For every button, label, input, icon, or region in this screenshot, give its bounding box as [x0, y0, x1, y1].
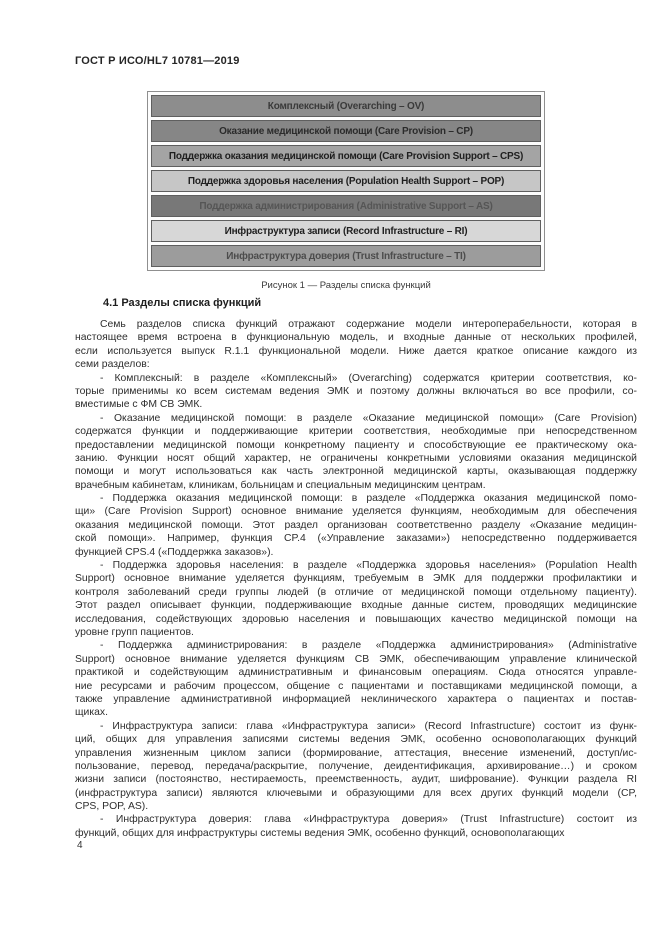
figure-bar-record-infrastructure: Инфраструктура записи (Record Infrastructure – RI)	[151, 220, 541, 242]
paragraph-intro	[75, 318, 637, 372]
text-line: помощи и могут использоваться как часть электронной медицинской карты, оказывающая поддержку	[75, 466, 637, 478]
text-line: пользование, перевод, передача/раскрытие, получение, деидентификация, архивирование…) и сроком	[75, 760, 637, 772]
text-line: - Поддержка оказания медицинской помощи: в разделе «Поддержка оказания медицинской помо-	[100, 493, 637, 505]
text-line: оказания медицинской помощи. Этот раздел организован соответственно разделу «Оказание медицин-	[75, 519, 637, 531]
text-line: ской помощи». Например, функция CP.4 («Управление заказами») непосредственно поддерживается	[75, 533, 637, 545]
text-line: уровне групп пациентов.	[75, 626, 194, 638]
text-line: также управление административной информацией неклинического характера о пациентах и постав-	[75, 693, 637, 705]
paragraph-overarching	[75, 372, 637, 412]
text-line: управления жизненным циклом записи (формирование, аттестация, внесение изменений, доступ/ис-	[75, 747, 637, 759]
text-line: Support) основное внимание уделяется функциям СВ ЭМК, обеспечивающим управление клинической	[75, 653, 637, 665]
text-line: - Инфраструктура записи: глава «Инфраструктура записи» (Record Infrastructure) состоит из функ-	[100, 720, 637, 732]
text-line: ций, общих для управления записями системы ведения ЭМК, особенно основополагающих функций	[75, 734, 637, 746]
text-line: контроля заболеваний среди группы людей (в отличие от медицинской помощи отдельному пациенту).	[75, 586, 637, 598]
text-line: (инфраструктура записи) являются ключевыми и образующими для всех других функций модели (CP,	[75, 787, 637, 799]
text-line: Support) основное внимание уделяется функциям, требуемым в ЭМК для поддержки профилактики и	[75, 573, 637, 585]
paragraph-care-provision	[75, 412, 637, 492]
paragraph-administrative-support	[75, 639, 637, 719]
text-line: исследования, содействующих здоровью населения и повышающих качество медицинской помощи на	[75, 613, 637, 625]
paragraph-trust-infrastructure	[75, 813, 637, 840]
figure-bar-care-provision: Оказание медицинской помощи (Care Provision – CP)	[151, 120, 541, 142]
text-line: торые применимы ко всем системам ведения ЭМК и поэтому должны включаться во все профили, со-	[75, 385, 637, 397]
text-line: вместимые с ФМ СВ ЭМК.	[75, 399, 203, 411]
text-line: если используется выпуск R.1.1 функциональной модели. Ниже дается краткое описание каждого из	[75, 345, 637, 357]
text-line: - Оказание медицинской помощи: в разделе «Оказание медицинской помощи» (Care Provision)	[100, 412, 637, 424]
text-line: врачебным кабинетам, клиникам, больницам и специальным медицинским центрам.	[75, 479, 486, 491]
text-line: предоставлении медицинской помощи конкретному пациенту и способствующие ее практическому ока-	[75, 439, 637, 451]
text-line: - Поддержка администрирования: в разделе «Поддержка администрирования» (Administrative	[100, 640, 637, 652]
figure-bar-administrative-support: Поддержка администрирования (Administrative Support – AS)	[151, 195, 541, 217]
text-line: практикой и содействующим административным и финансовым операциям. Сюда относятся управле-	[75, 667, 637, 679]
section-heading: 4.1 Разделы списка функций	[103, 297, 262, 309]
section-body	[75, 318, 637, 840]
text-line: CPS, POP, AS).	[75, 801, 149, 813]
figure-caption: Рисунок 1 — Разделы списка функций	[261, 280, 431, 291]
page-number: 4	[77, 840, 83, 851]
text-line: ние ресурсами и рабочим процессом, общение с пациентами и поставщиками медицинской помощи, а	[75, 680, 637, 692]
text-line: семи разделов:	[75, 359, 150, 371]
text-line: - Поддержка здоровья населения: в разделе «Поддержка здоровья населения» (Population Health	[100, 560, 637, 572]
text-line: щиках.	[75, 707, 108, 719]
figure-bar-care-provision-support: Поддержка оказания медицинской помощи (Care Provision Support – CPS)	[151, 145, 541, 167]
figure-bar-overarching: Комплексный (Overarching – OV)	[151, 95, 541, 117]
text-line: содержатся функции и поддерживающие критерии соответствия, необходимые при непосредственном	[75, 426, 637, 438]
text-line: - Инфраструктура доверия: глава «Инфраструктура доверия» (Trust Infrastructure) состоит из	[100, 814, 637, 826]
text-line: Семь разделов списка функций отражают содержание модели интероперабельности, которая в	[100, 319, 637, 330]
text-line: функций, общих для инфраструктуры системы ведения ЭМК, особенно функций, основополагающих	[75, 827, 565, 839]
text-line: жизни записи (постоянство, нестираемость, преемственность, аудит, шифрование). Функции раздела RI	[75, 774, 637, 786]
figure-bar-trust-infrastructure: Инфраструктура доверия (Trust Infrastructure – TI)	[151, 245, 541, 267]
paragraph-record-infrastructure	[75, 720, 637, 814]
paragraph-care-provision-support	[75, 492, 637, 559]
text-line: Этот раздел описывает функции, поддерживающие входные данные систем, проводящих медицинские	[75, 600, 637, 612]
figure-bar-population-health: Поддержка здоровья населения (Population Health Support – POP)	[151, 170, 541, 192]
document-standard-number: ГОСТ Р ИСО/HL7 10781—2019	[75, 55, 240, 67]
text-line: настоящее время встроена в функциональную модель, и входные данные от нескольких профилей,	[75, 332, 637, 344]
text-line: - Комплексный: в разделе «Комплексный» (Overarching) содержатся критерии соответствия, ко-	[100, 372, 637, 384]
text-line: щи» (Care Provision Support) основное внимание уделяется функциям, необходимым для обеспечения	[75, 506, 637, 518]
text-line: функцией CPS.4 («Поддержка заказов»).	[75, 546, 274, 558]
text-line: занию. Функции носят общий характер, не ограничены конкретными условиями оказания медицинской	[75, 452, 637, 464]
figure-function-sections-diagram	[147, 91, 545, 271]
paragraph-population-health	[75, 559, 637, 639]
